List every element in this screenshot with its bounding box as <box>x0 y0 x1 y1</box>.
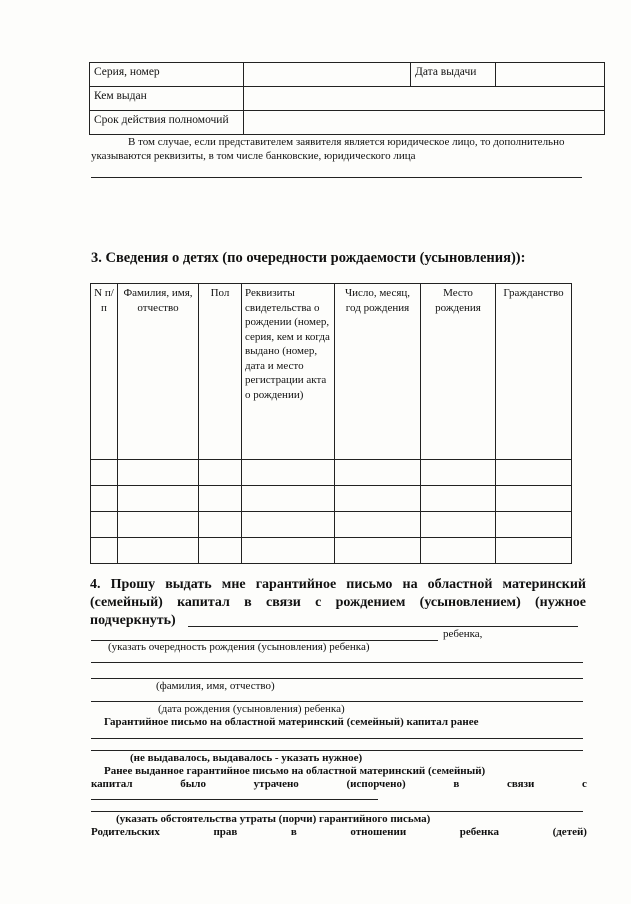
hint-child-order: (указать очередность рождения (усыновления) ребенка) <box>108 641 370 653</box>
parental-rights-line <box>91 826 587 838</box>
rebenka-text: ребенка, <box>443 628 483 640</box>
lost-line <box>91 778 587 790</box>
prev-issued-letter-text: Ранее выданное гарантийное письмо на областной материнский (семейный) <box>104 765 486 777</box>
section4-title-line2: (семейный) капитал в связи с рождением (усыновлением) (нужное <box>90 595 586 610</box>
lost-word: (испорчено) <box>346 778 406 790</box>
lost-word: с <box>582 778 587 790</box>
parental-word: в <box>290 826 297 838</box>
letter-previous-text: Гарантийное письмо на областной материнский (семейный) капитал ранее <box>104 716 479 728</box>
section4-title-line1: 4. Прошу выдать мне гарантийное письмо на областной материнский <box>90 577 586 592</box>
letter-previous-field-line1[interactable] <box>91 738 583 739</box>
section4-title <box>90 576 586 630</box>
col-header-birth-date: Число, месяц, год рождения <box>335 284 421 460</box>
letter-previous-field-line2[interactable] <box>91 750 583 751</box>
series-number-field[interactable] <box>244 63 411 87</box>
lost-word: связи <box>506 778 535 790</box>
loss-circumstances-line1[interactable] <box>91 799 378 800</box>
child-birthdate-field[interactable] <box>91 701 583 702</box>
legal-entity-details-line[interactable] <box>91 177 582 178</box>
parental-word: (детей) <box>552 826 587 838</box>
loss-circumstances-line2[interactable] <box>91 811 583 812</box>
authority-term-label: Срок действия полномочий <box>90 111 244 135</box>
col-header-citizenship: Гражданство <box>496 284 572 460</box>
table-row[interactable] <box>91 460 572 486</box>
col-header-fio: Фамилия, имя, отчество <box>118 284 199 460</box>
children-table <box>90 283 572 564</box>
child-fio-line2[interactable] <box>91 678 583 679</box>
section3-title: 3. Сведения о детях (по очередности рождаемости (усыновления)): <box>91 250 526 266</box>
table-row[interactable] <box>91 512 572 538</box>
child-fio-line1[interactable] <box>91 662 583 663</box>
col-header-birth-certificate: Реквизиты свидетельства о рождении (номер, серия, кем и когда выдано (номер, дата и место регистрации акта о рождении) <box>242 284 335 460</box>
parental-word: ребенка <box>459 826 500 838</box>
parental-word: Родительских <box>91 826 160 838</box>
issue-date-label: Дата выдачи <box>411 63 496 87</box>
table-row[interactable] <box>91 486 572 512</box>
hint-child-birthdate: (дата рождения (усыновления) ребенка) <box>158 703 345 715</box>
authority-term-field[interactable] <box>244 111 605 135</box>
col-header-number: N п/п <box>91 284 118 460</box>
hint-child-fio: (фамилия, имя, отчество) <box>156 680 275 692</box>
table-row[interactable] <box>91 538 572 564</box>
issue-date-field[interactable] <box>496 63 605 87</box>
issued-by-field[interactable] <box>244 87 605 111</box>
series-number-label: Серия, номер <box>90 63 244 87</box>
lost-word: в <box>453 778 460 790</box>
parental-word: отношении <box>350 826 407 838</box>
representative-document-table <box>89 62 605 135</box>
hint-issued-status: (не выдавалось, выдавалось - указать нужное) <box>130 752 363 764</box>
col-header-sex: Пол <box>199 284 242 460</box>
section4-title-line3: подчеркнуть) <box>90 613 176 628</box>
parental-word: прав <box>213 826 238 838</box>
lost-word: было <box>180 778 206 790</box>
underline-option-field[interactable] <box>188 626 578 627</box>
issued-by-label: Кем выдан <box>90 87 244 111</box>
col-header-birth-place: Место рождения <box>421 284 496 460</box>
legal-entity-note-line2: указываются реквизиты, в том числе банковские, юридического лица <box>91 150 416 162</box>
lost-word: утрачено <box>253 778 299 790</box>
legal-entity-note-line1: В том случае, если представителем заявителя является юридическое лицо, то дополнительно <box>128 136 565 148</box>
lost-word: капитал <box>91 778 133 790</box>
hint-loss-circumstances: (указать обстоятельства утраты (порчи) гарантийного письма) <box>116 813 431 825</box>
